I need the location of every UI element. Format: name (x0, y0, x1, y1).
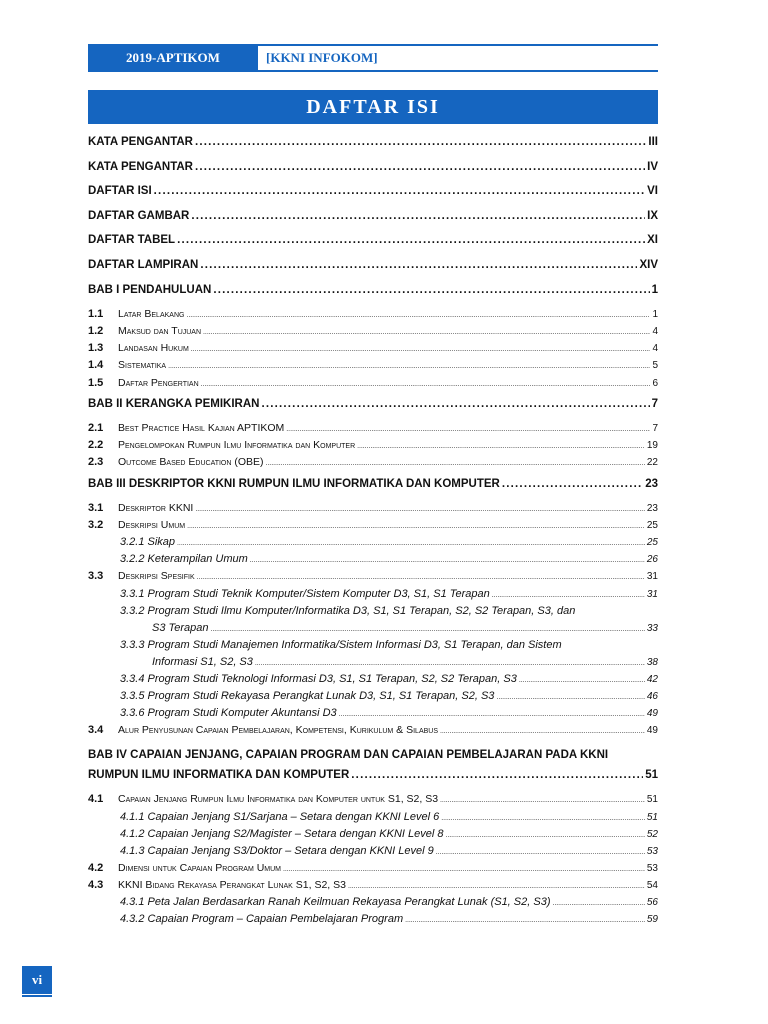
toc-num: 2.3 (88, 456, 104, 469)
toc-label: Dimensi untuk Capaian Program Umum (118, 861, 282, 874)
toc-leader (405, 912, 645, 929)
toc-subsection[interactable] (88, 534, 658, 551)
toc-label: 3.3.3 Program Studi Manajemen Informatika/Sistem Informasi D3, S1 Terapan, dan Sistem (120, 638, 562, 651)
toc-label: 4.1.3 Capaian Jenjang S3/Doktor – Setara dengan KKNI Level 9 (120, 844, 434, 857)
toc-section[interactable] (88, 323, 658, 340)
toc-label: 4.1.2 Capaian Jenjang S2/Magister – Setara dengan KKNI Level 8 (120, 827, 444, 840)
toc-section[interactable] (88, 860, 658, 877)
toc-leader (213, 278, 649, 303)
table-of-contents (88, 130, 658, 928)
toc-entry[interactable] (88, 253, 658, 278)
toc-page: 25 (646, 537, 658, 549)
toc-label: DAFTAR GAMBAR (88, 209, 190, 222)
toc-label: 3.3.6 Program Studi Komputer Akuntansi D3 (120, 707, 337, 720)
toc-num: 4.1 (88, 793, 104, 806)
toc-page: 38 (646, 656, 658, 668)
toc-page: 4 (652, 343, 658, 355)
toc-label: 3.2.1 Sikap (120, 536, 176, 549)
toc-page: 1 (651, 283, 658, 296)
toc-page: 7 (651, 397, 658, 410)
page-number-underline (22, 995, 52, 997)
toc-label: Deskripsi Spesifik (118, 570, 195, 583)
toc-page: 23 (645, 477, 658, 490)
toc-label: Maksud dan Tujuan (118, 325, 202, 338)
toc-label: 4.3.1 Peta Jalan Berdasarkan Ranah Keilmuan Rekayasa Perangkat Lunak (S1, S2, S3) (120, 895, 551, 908)
toc-section[interactable] (88, 340, 658, 357)
toc-section[interactable] (88, 375, 658, 392)
toc-section[interactable] (88, 437, 658, 454)
toc-label: DAFTAR TABEL (88, 234, 176, 247)
toc-page: 23 (646, 503, 658, 515)
header-year-label: 2019-APTIKOM (88, 46, 258, 70)
toc-entry[interactable] (88, 228, 658, 253)
toc-leader (440, 792, 645, 809)
toc-page: 54 (646, 879, 658, 891)
toc-subsection[interactable] (88, 671, 658, 688)
toc-num: 1.5 (88, 376, 104, 389)
toc-label: Deskripsi Umum (118, 519, 186, 532)
toc-label: 4.1.1 Capaian Jenjang S1/Sarjana – Setara dengan KKNI Level 6 (120, 810, 440, 823)
toc-num: 1.1 (88, 308, 104, 321)
toc-label: Pengelompokan Rumpun Ilmu Informatika dan Komputer (118, 439, 356, 452)
toc-page: 51 (645, 769, 658, 782)
toc-page: 46 (646, 691, 658, 703)
toc-label: DAFTAR ISI (88, 185, 152, 198)
toc-section[interactable] (88, 568, 658, 585)
toc-leader (283, 861, 645, 878)
toc-leader (197, 569, 645, 586)
toc-leader (552, 895, 644, 912)
toc-section[interactable] (88, 500, 658, 517)
toc-label: BAB III DESKRIPTOR KKNI RUMPUN ILMU INFORMATIKA DAN KOMPUTER (88, 477, 500, 490)
toc-leader (203, 324, 650, 341)
toc-label: 3.3.1 Program Studi Teknik Komputer/Sistem Komputer D3, S1, S1 Terapan (120, 587, 490, 600)
toc-label: Landasan Hukum (118, 342, 189, 355)
toc-leader (187, 518, 645, 535)
toc-page: 31 (646, 588, 658, 600)
toc-label: DAFTAR LAMPIRAN (88, 258, 199, 271)
toc-entry[interactable] (88, 155, 658, 180)
toc-leader (496, 689, 644, 706)
toc-label: 3.3.2 Program Studi Ilmu Komputer/Informatika D3, S1, S1 Terapan, S2, S2 Terapan, S3, dan (120, 604, 576, 617)
toc-num: 3.1 (88, 502, 104, 515)
toc-leader (195, 155, 645, 180)
toc-page: IV (647, 160, 658, 173)
toc-chapter[interactable] (88, 745, 658, 785)
toc-label: Daftar Pengertian (118, 376, 199, 389)
toc-chapter[interactable] (88, 392, 658, 417)
toc-num: 3.4 (88, 724, 104, 737)
toc-leader (502, 472, 643, 497)
toc-label: BAB IV CAPAIAN JENJANG, CAPAIAN PROGRAM DAN CAPAIAN PEMBELAJARAN PADA KKNI (88, 749, 609, 762)
toc-page: VI (647, 185, 658, 198)
toc-num: 1.2 (88, 325, 104, 338)
toc-leader (519, 672, 645, 689)
toc-section[interactable] (88, 877, 658, 894)
toc-page: 1 (652, 309, 658, 321)
toc-page: 56 (646, 896, 658, 908)
toc-subsection[interactable] (88, 826, 658, 843)
toc-page: XI (647, 234, 658, 247)
toc-page: 22 (646, 457, 658, 469)
toc-page: 25 (646, 520, 658, 532)
toc-leader (255, 655, 645, 672)
toc-leader (200, 253, 637, 278)
toc-page: 19 (646, 440, 658, 452)
toc-num: 2.1 (88, 422, 104, 435)
toc-page: 33 (646, 622, 658, 634)
toc-page: 5 (652, 360, 658, 372)
toc-entry[interactable] (88, 179, 658, 204)
toc-chapter[interactable] (88, 278, 658, 303)
toc-page: IX (647, 209, 658, 222)
toc-label: KATA PENGANTAR (88, 136, 193, 148)
toc-subsection[interactable] (88, 911, 658, 928)
toc-leader (177, 228, 645, 253)
header-doc-label: [KKNI INFOKOM] (266, 50, 378, 65)
toc-entry[interactable] (88, 130, 658, 155)
toc-page: 51 (646, 794, 658, 806)
toc-leader (440, 723, 645, 740)
toc-label: BAB II KERANGKA PEMIKIRAN (88, 397, 260, 410)
toc-page: 49 (646, 725, 658, 737)
toc-page: 4 (652, 326, 658, 338)
toc-leader (261, 392, 649, 417)
toc-subsection[interactable] (88, 586, 658, 603)
page-title: DAFTAR ISI (88, 90, 658, 124)
toc-leader (441, 810, 645, 827)
toc-subsection[interactable] (88, 705, 658, 722)
toc-label: 3.3.4 Program Studi Teknologi Informasi D3, S1, S1 Terapan, S2, S2 Terapan, S3 (120, 673, 517, 686)
toc-label: Capaian Jenjang Rumpun Ilmu Informatika dan Komputer untuk S1, S2, S3 (118, 793, 439, 806)
toc-label: Latar Belakang (118, 308, 185, 321)
toc-leader (351, 765, 643, 785)
toc-leader (186, 307, 650, 324)
toc-label: 4.3.2 Capaian Program – Capaian Pembelajaran Program (120, 913, 404, 926)
toc-page: 31 (646, 571, 658, 583)
toc-section[interactable] (88, 306, 658, 323)
toc-page: XIV (639, 258, 658, 271)
toc-subsection[interactable] (88, 894, 658, 911)
toc-leader (201, 376, 651, 393)
toc-label: Sistematika (118, 359, 167, 372)
toc-page: 7 (652, 423, 658, 435)
toc-subsection[interactable] (88, 688, 658, 705)
toc-leader (177, 535, 645, 552)
toc-leader (191, 341, 651, 358)
toc-leader (195, 130, 646, 155)
toc-page: 6 (652, 377, 658, 389)
toc-leader (191, 204, 645, 229)
toc-label: Best Practice Hasil Kajian APTIKOM (118, 422, 285, 435)
toc-page: 49 (646, 708, 658, 720)
toc-label-cont: Informasi S1, S2, S3 (152, 655, 253, 668)
toc-leader (436, 844, 645, 861)
toc-leader (210, 621, 644, 638)
toc-leader (250, 552, 645, 569)
toc-page: III (648, 136, 658, 148)
toc-leader (357, 438, 645, 455)
toc-label: BAB I PENDAHULUAN (88, 283, 212, 296)
toc-leader (168, 358, 650, 375)
toc-chapter[interactable] (88, 472, 658, 497)
toc-page: 53 (646, 862, 658, 874)
running-header (88, 44, 658, 72)
toc-page: 26 (646, 554, 658, 566)
toc-label: Alur Penyusunan Capaian Pembelajaran, Kompetensi, Kurikulum & Silabus (118, 724, 439, 737)
toc-num: 3.3 (88, 570, 104, 583)
toc-leader (266, 455, 645, 472)
toc-leader (446, 827, 645, 844)
toc-leader (195, 501, 645, 518)
toc-section[interactable] (88, 420, 658, 437)
toc-section[interactable] (88, 454, 658, 471)
toc-section[interactable] (88, 791, 658, 808)
toc-num: 4.2 (88, 861, 104, 874)
toc-label: KKNI Bidang Rekayasa Perangkat Lunak S1, S2, S3 (118, 878, 346, 891)
toc-label: 3.2.2 Keterampilan Umum (120, 553, 248, 566)
toc-num: 4.3 (88, 878, 104, 891)
toc-section[interactable] (88, 517, 658, 534)
toc-page: 52 (646, 828, 658, 840)
toc-num: 3.2 (88, 519, 104, 532)
toc-label: KATA PENGANTAR (88, 160, 193, 173)
toc-entry[interactable] (88, 204, 658, 229)
toc-leader (286, 421, 650, 438)
toc-num: 2.2 (88, 439, 104, 452)
toc-page: 53 (646, 845, 658, 857)
page-number: vi (22, 966, 52, 994)
toc-num: 1.4 (88, 359, 104, 372)
toc-leader (492, 587, 645, 604)
toc-subsection[interactable] (88, 603, 658, 637)
toc-num: 1.3 (88, 342, 104, 355)
toc-subsection[interactable] (88, 637, 658, 671)
toc-leader (348, 878, 645, 895)
toc-subsection[interactable] (88, 843, 658, 860)
toc-label-cont: S3 Terapan (152, 621, 209, 634)
toc-subsection[interactable] (88, 809, 658, 826)
toc-label: Outcome Based Education (OBE) (118, 456, 264, 469)
toc-subsection[interactable] (88, 551, 658, 568)
toc-label-cont: RUMPUN ILMU INFORMATIKA DAN KOMPUTER (88, 769, 350, 782)
toc-leader (154, 179, 645, 204)
toc-label: Deskriptor KKNI (118, 502, 194, 515)
toc-section[interactable] (88, 357, 658, 374)
toc-label: 3.3.5 Program Studi Rekayasa Perangkat Lunak D3, S1, S1 Terapan, S2, S3 (120, 690, 495, 703)
toc-page: 42 (646, 674, 658, 686)
toc-leader (339, 706, 645, 723)
toc-page: 51 (646, 811, 658, 823)
toc-section[interactable] (88, 722, 658, 739)
toc-page: 59 (646, 914, 658, 926)
